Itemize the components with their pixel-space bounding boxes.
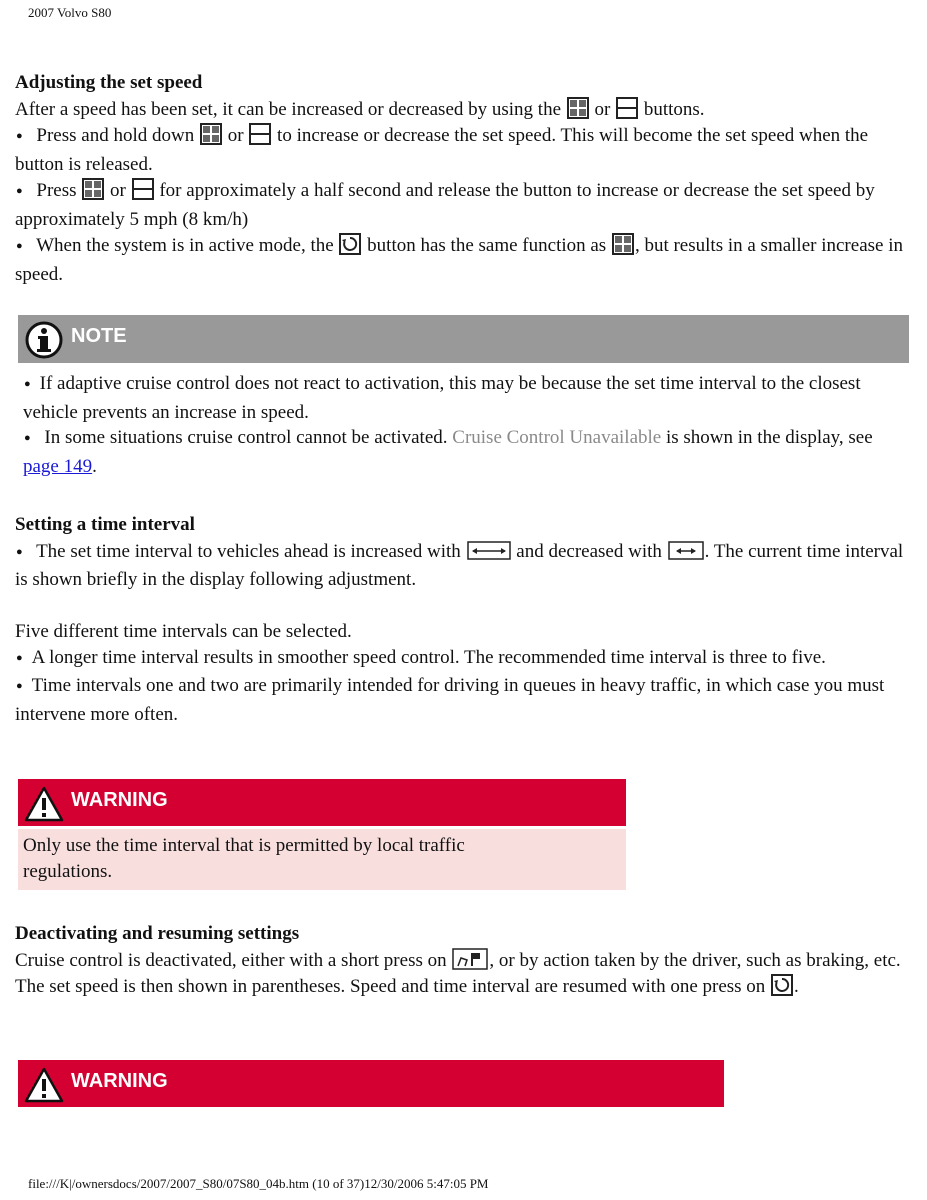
- interval-decrease-icon: [668, 541, 704, 560]
- list-item: ● A longer time interval results in smoother speed control. The recommended time interval is three to five.: [15, 645, 915, 674]
- page-footer: file:///K|/ownersdocs/2007/2007_S80/07S80_04b.htm (10 of 37)12/30/2006 5:47:05 PM: [28, 1176, 489, 1191]
- bullet-or: or: [227, 125, 244, 146]
- intro-text: After a speed has been set, it can be increased or decreased by using the: [15, 98, 562, 120]
- note-banner: [18, 315, 909, 363]
- bullet-text: for approximately a half second and release the button to increase or decrease the set speed by approximately 5 mph (8 km/h): [15, 180, 875, 230]
- bullet-text: Press: [36, 180, 77, 201]
- warning-text: Only use the time interval that is permitted by local traffic regulations.: [23, 835, 465, 882]
- intro-or: or: [594, 98, 611, 120]
- section-time-interval: [15, 512, 915, 594]
- intro-paragraph: [15, 97, 915, 124]
- bullet-text: button has the same function as: [367, 235, 607, 256]
- heading-time-interval: Setting a time interval: [15, 514, 195, 535]
- bullet-text: Press and hold down: [36, 125, 195, 146]
- intro-text-end: buttons.: [643, 98, 705, 120]
- paragraph-text: , or by action taken by the driver, such as braking, etc. The set speed is then shown in parentheses. Speed and time interval are resumed with one press on: [15, 949, 901, 997]
- warning-box: [18, 829, 626, 890]
- display-message: Cruise Control Unavailable: [452, 427, 662, 448]
- plus-button-icon: [567, 97, 589, 119]
- paragraph-text: .: [794, 976, 799, 997]
- cancel-button-icon: [452, 948, 488, 970]
- heading-adjust-speed: Adjusting the set speed: [15, 72, 203, 93]
- paragraph-text: Cruise control is deactivated, either with a short press on: [15, 949, 447, 971]
- warning-title: WARNING: [71, 789, 168, 811]
- paragraph: Five different time intervals can be selected.: [15, 621, 352, 642]
- warning-banner: [18, 1060, 724, 1107]
- minus-button-icon: [249, 123, 271, 145]
- page-header: 2007 Volvo S80: [28, 5, 112, 20]
- note-content: [23, 371, 913, 479]
- info-icon: [24, 321, 64, 359]
- list-item: [23, 425, 913, 479]
- heading-deactivate: Deactivating and resuming settings: [15, 923, 300, 944]
- bullet-text: and decreased with: [516, 540, 662, 562]
- warning-triangle-icon: [24, 1066, 64, 1104]
- page-link[interactable]: page 149: [23, 455, 93, 477]
- note-title: NOTE: [71, 325, 127, 347]
- bullet-text: . The current time interval is shown briefly in the display following adjustment.: [15, 540, 904, 590]
- plus-button-icon: [200, 123, 222, 145]
- warning-banner: [18, 779, 626, 826]
- section-intervals-list: [15, 619, 915, 727]
- plus-button-icon: [612, 233, 634, 255]
- interval-increase-icon: [467, 541, 511, 560]
- minus-button-icon: [132, 178, 154, 200]
- bullet-text: When the system is in active mode, the: [36, 235, 334, 256]
- warning-title: WARNING: [71, 1070, 168, 1092]
- bullet-or: or: [110, 180, 126, 201]
- bullet-text: In some situations cruise control cannot be activated.: [44, 427, 448, 448]
- list-item: [15, 539, 915, 594]
- list-item: ● Time intervals one and two are primarily intended for driving in queues in heavy traffic, in which case you must intervene more often.: [15, 673, 915, 727]
- bullet-text: is shown in the display, see: [665, 427, 873, 448]
- bullet-text: .: [92, 455, 97, 477]
- minus-button-icon: [616, 97, 638, 119]
- list-item: [15, 233, 915, 288]
- bullet-text: , but results in a smaller increase in speed.: [15, 235, 903, 285]
- warning-triangle-icon: [24, 785, 64, 823]
- list-item: [15, 178, 915, 233]
- list-item: [15, 123, 915, 178]
- plus-button-icon: [82, 178, 104, 200]
- list-item: ● If adaptive cruise control does not react to activation, this may be because the set time interval to the closest vehicle prevents an increase in speed.: [23, 371, 913, 425]
- paragraph: [15, 948, 915, 1001]
- section-adjust-speed: [15, 70, 915, 288]
- resume-button-icon: [339, 233, 361, 255]
- section-deactivate: [15, 921, 915, 1001]
- bullet-text: to increase or decrease the set speed. This will become the set speed when the button is released.: [15, 125, 869, 175]
- bullet-text: The set time interval to vehicles ahead is increased with: [36, 540, 461, 562]
- resume-button-icon: [771, 974, 793, 996]
